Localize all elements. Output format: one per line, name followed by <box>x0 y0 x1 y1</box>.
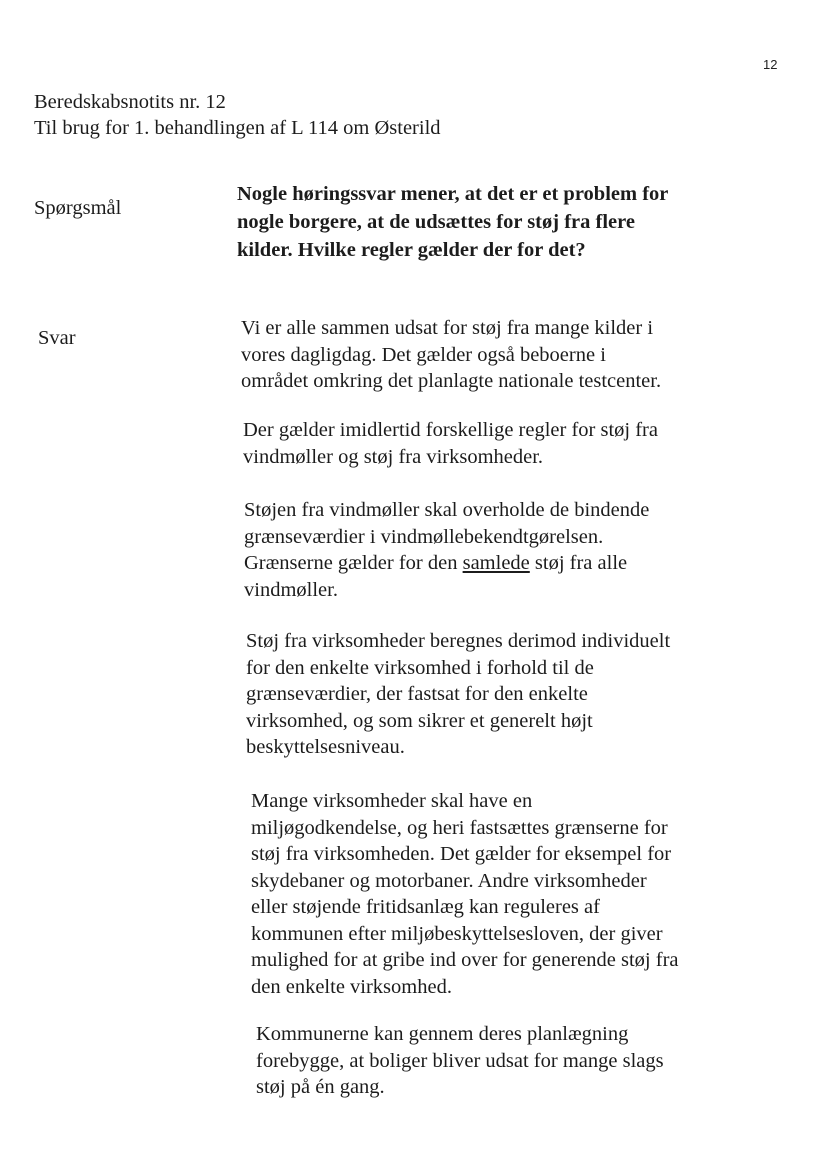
paragraph-line: vores dagligdag. Det gælder også beboerne i <box>241 343 606 366</box>
paragraph-line: virksomhed, og som sikrer et generelt højt <box>246 709 593 732</box>
underlined-word: samlede <box>462 552 530 574</box>
question-line: kilder. Hvilke regler gælder der for det? <box>237 239 586 261</box>
paragraph-line: den enkelte virksomhed. <box>251 975 452 998</box>
paragraph-line: kommunen efter miljøbeskyttelsesloven, der giver <box>251 922 663 945</box>
paragraph-line: Mange virksomheder skal have en <box>251 790 533 812</box>
paragraph-line: støj på én gang. <box>256 1076 385 1098</box>
answer-paragraph-1 <box>241 315 661 395</box>
paragraph-line: for den enkelte virksomhed i forhold til de <box>246 656 594 679</box>
question-line: nogle borgere, at de udsættes for støj fra flere <box>237 211 635 233</box>
answer-paragraph-6 <box>256 1021 664 1101</box>
paragraph-line: Kommunerne kan gennem deres planlægning <box>256 1023 629 1045</box>
document-header <box>34 89 441 141</box>
paragraph-line: beskyttelsesniveau. <box>246 736 405 758</box>
answer-paragraph-2 <box>243 417 658 470</box>
line-text-after: støj fra alle <box>529 552 628 574</box>
paragraph-line <box>244 550 649 577</box>
question-label: Spørgsmål <box>34 197 122 219</box>
question-line: Nogle høringssvar mener, at det er et problem for <box>237 183 669 205</box>
paragraph-line: miljøgodkendelse, og heri fastsættes grænserne for <box>251 816 668 839</box>
paragraph-line: Vi er alle sammen udsat for støj fra mange kilder i <box>241 317 654 339</box>
paragraph-line: forebygge, at boliger bliver udsat for mange slags <box>256 1049 664 1072</box>
answer-paragraph-3 <box>244 497 649 603</box>
page-number: 12 <box>763 57 778 72</box>
answer-paragraph-4 <box>246 628 670 761</box>
paragraph-line: området omkring det planlagte nationale testcenter. <box>241 370 662 392</box>
line-text-before: Grænserne gælder for den <box>244 552 463 574</box>
paragraph-line: støj fra virksomheden. Det gælder for eksempel for <box>251 843 672 865</box>
paragraph-line: Støj fra virksomheder beregnes derimod individuelt <box>246 630 671 652</box>
question-text <box>237 180 668 264</box>
paragraph-line: mulighed for at gribe ind over for generende støj fra <box>251 949 679 971</box>
header-subtitle: Til brug for 1. behandlingen af L 114 om Østerild <box>34 117 441 139</box>
answer-paragraph-5 <box>251 788 679 1000</box>
paragraph-line: vindmøller og støj fra virksomheder. <box>243 445 544 468</box>
answer-label: Svar <box>38 327 76 349</box>
paragraph-line: vindmøller. <box>244 578 338 601</box>
paragraph-line: skydebaner og motorbaner. Andre virksomheder <box>251 869 647 892</box>
paragraph-line: Støjen fra vindmøller skal overholde de bindende <box>244 499 650 521</box>
paragraph-line: grænseværdier i vindmøllebekendtgørelsen. <box>244 525 604 548</box>
paragraph-line: Der gælder imidlertid forskellige regler for støj fra <box>243 419 658 441</box>
header-title: Beredskabsnotits nr. 12 <box>34 91 226 113</box>
paragraph-line: grænseværdier, der fastsat for den enkelte <box>246 683 588 705</box>
paragraph-line: eller støjende fritidsanlæg kan reguleres af <box>251 896 600 918</box>
